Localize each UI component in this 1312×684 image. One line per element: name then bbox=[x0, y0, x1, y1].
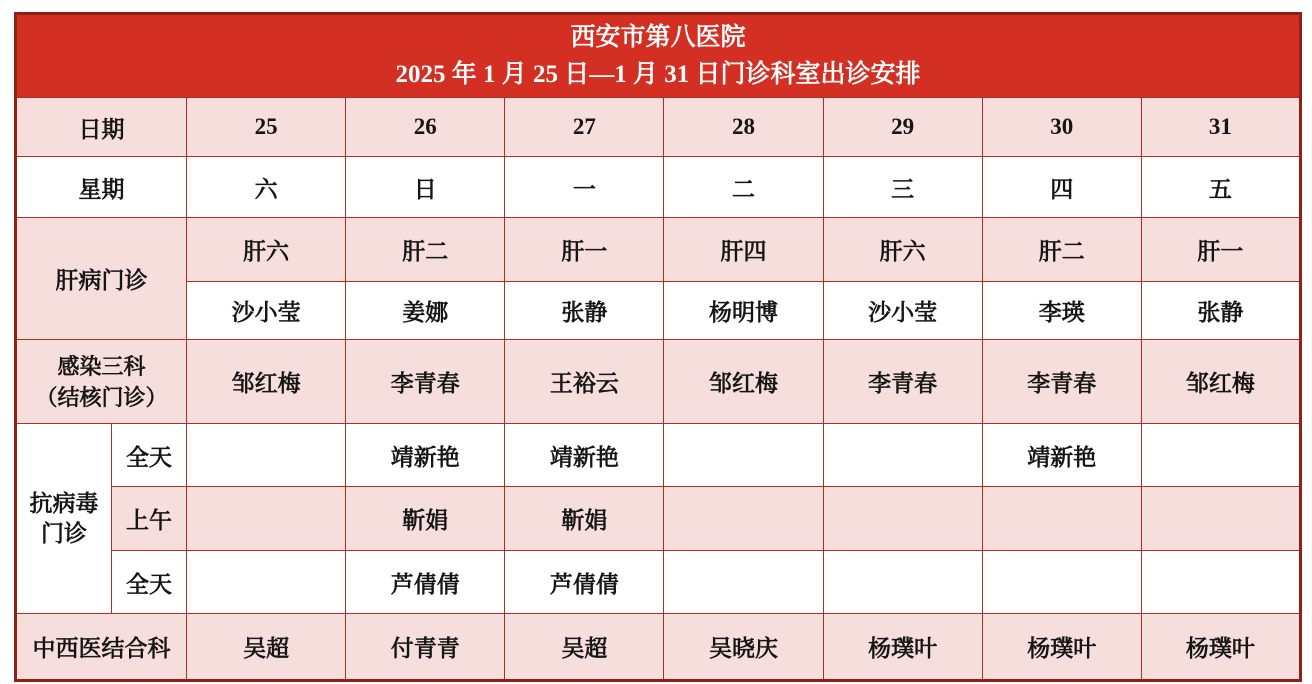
tcm-doctor-cell: 吴超 bbox=[187, 614, 346, 681]
antiviral-cell bbox=[823, 551, 982, 614]
weekday-cell: 一 bbox=[505, 157, 664, 218]
outpatient-schedule-table bbox=[14, 12, 1302, 682]
row-label-week: 星期 bbox=[16, 157, 187, 218]
row-label-infection-dept bbox=[16, 340, 187, 424]
antiviral-row-fullday-2 bbox=[16, 551, 1301, 614]
week-row bbox=[16, 157, 1301, 218]
weekday-cell: 二 bbox=[664, 157, 823, 218]
liver-clinic-code-row bbox=[16, 218, 1301, 282]
row-label-tcm-dept: 中西医结合科 bbox=[16, 614, 187, 681]
antiviral-cell bbox=[187, 487, 346, 551]
infection-dept-label-line2: （结核门诊） bbox=[35, 384, 168, 410]
antiviral-cell bbox=[823, 424, 982, 487]
schedule-sheet bbox=[14, 12, 1302, 682]
infection-doctor-cell: 王裕云 bbox=[505, 340, 664, 424]
antiviral-cell bbox=[187, 551, 346, 614]
period-label: 全天 bbox=[112, 551, 187, 614]
antiviral-cell: 靖新艳 bbox=[346, 424, 505, 487]
infection-doctor-cell: 李青春 bbox=[823, 340, 982, 424]
row-label-antiviral-clinic bbox=[16, 424, 112, 614]
weekday-cell: 四 bbox=[982, 157, 1141, 218]
antiviral-cell bbox=[187, 424, 346, 487]
antiviral-cell bbox=[982, 551, 1141, 614]
liver-code-cell: 肝二 bbox=[982, 218, 1141, 282]
tcm-dept-row bbox=[16, 614, 1301, 681]
tcm-doctor-cell: 付青青 bbox=[346, 614, 505, 681]
antiviral-row-morning bbox=[16, 487, 1301, 551]
antiviral-cell: 靳娟 bbox=[346, 487, 505, 551]
liver-doctor-cell: 沙小莹 bbox=[823, 282, 982, 340]
antiviral-row-fullday-1 bbox=[16, 424, 1301, 487]
date-cell: 28 bbox=[664, 98, 823, 157]
antiviral-cell bbox=[1141, 424, 1300, 487]
row-label-date: 日期 bbox=[16, 98, 187, 157]
weekday-cell: 日 bbox=[346, 157, 505, 218]
date-cell: 27 bbox=[505, 98, 664, 157]
antiviral-cell: 靖新艳 bbox=[982, 424, 1141, 487]
liver-doctor-cell: 沙小莹 bbox=[187, 282, 346, 340]
liver-code-cell: 肝四 bbox=[664, 218, 823, 282]
schedule-subtitle: 2025 年 1 月 25 日—1 月 31 日门诊科室出诊安排 bbox=[395, 61, 921, 88]
antiviral-cell bbox=[823, 487, 982, 551]
banner-cell bbox=[16, 14, 1301, 98]
antiviral-cell: 靖新艳 bbox=[505, 424, 664, 487]
liver-clinic-doctor-row bbox=[16, 282, 1301, 340]
date-cell: 25 bbox=[187, 98, 346, 157]
banner-row bbox=[16, 14, 1301, 98]
liver-doctor-cell: 李瑛 bbox=[982, 282, 1141, 340]
weekday-cell: 六 bbox=[187, 157, 346, 218]
antiviral-cell bbox=[1141, 551, 1300, 614]
date-cell: 31 bbox=[1141, 98, 1300, 157]
antiviral-cell bbox=[664, 487, 823, 551]
liver-doctor-cell: 张静 bbox=[505, 282, 664, 340]
infection-dept-label-line1: 感染三科 bbox=[57, 353, 146, 379]
liver-code-cell: 肝六 bbox=[187, 218, 346, 282]
date-cell: 26 bbox=[346, 98, 505, 157]
antiviral-label-line2: 门诊 bbox=[41, 520, 87, 546]
row-label-liver-clinic: 肝病门诊 bbox=[16, 218, 187, 340]
infection-doctor-cell: 邹红梅 bbox=[664, 340, 823, 424]
infection-dept-row bbox=[16, 340, 1301, 424]
antiviral-cell bbox=[664, 551, 823, 614]
antiviral-cell: 芦倩倩 bbox=[346, 551, 505, 614]
date-cell: 30 bbox=[982, 98, 1141, 157]
liver-doctor-cell: 杨明博 bbox=[664, 282, 823, 340]
period-label: 全天 bbox=[112, 424, 187, 487]
liver-code-cell: 肝一 bbox=[505, 218, 664, 282]
liver-code-cell: 肝六 bbox=[823, 218, 982, 282]
antiviral-cell bbox=[1141, 487, 1300, 551]
date-row bbox=[16, 98, 1301, 157]
infection-doctor-cell: 李青春 bbox=[982, 340, 1141, 424]
tcm-doctor-cell: 吴晓庆 bbox=[664, 614, 823, 681]
infection-doctor-cell: 邹红梅 bbox=[1141, 340, 1300, 424]
weekday-cell: 五 bbox=[1141, 157, 1300, 218]
infection-doctor-cell: 李青春 bbox=[346, 340, 505, 424]
liver-code-cell: 肝一 bbox=[1141, 218, 1300, 282]
hospital-title: 西安市第八医院 bbox=[570, 24, 746, 51]
date-cell: 29 bbox=[823, 98, 982, 157]
antiviral-cell: 芦倩倩 bbox=[505, 551, 664, 614]
period-label: 上午 bbox=[112, 487, 187, 551]
infection-doctor-cell: 邹红梅 bbox=[187, 340, 346, 424]
liver-code-cell: 肝二 bbox=[346, 218, 505, 282]
antiviral-cell bbox=[664, 424, 823, 487]
weekday-cell: 三 bbox=[823, 157, 982, 218]
tcm-doctor-cell: 杨璞叶 bbox=[982, 614, 1141, 681]
liver-doctor-cell: 张静 bbox=[1141, 282, 1300, 340]
tcm-doctor-cell: 杨璞叶 bbox=[823, 614, 982, 681]
antiviral-cell bbox=[982, 487, 1141, 551]
antiviral-cell: 靳娟 bbox=[505, 487, 664, 551]
tcm-doctor-cell: 杨璞叶 bbox=[1141, 614, 1300, 681]
liver-doctor-cell: 姜娜 bbox=[346, 282, 505, 340]
antiviral-label-line1: 抗病毒 bbox=[29, 490, 99, 516]
tcm-doctor-cell: 吴超 bbox=[505, 614, 664, 681]
